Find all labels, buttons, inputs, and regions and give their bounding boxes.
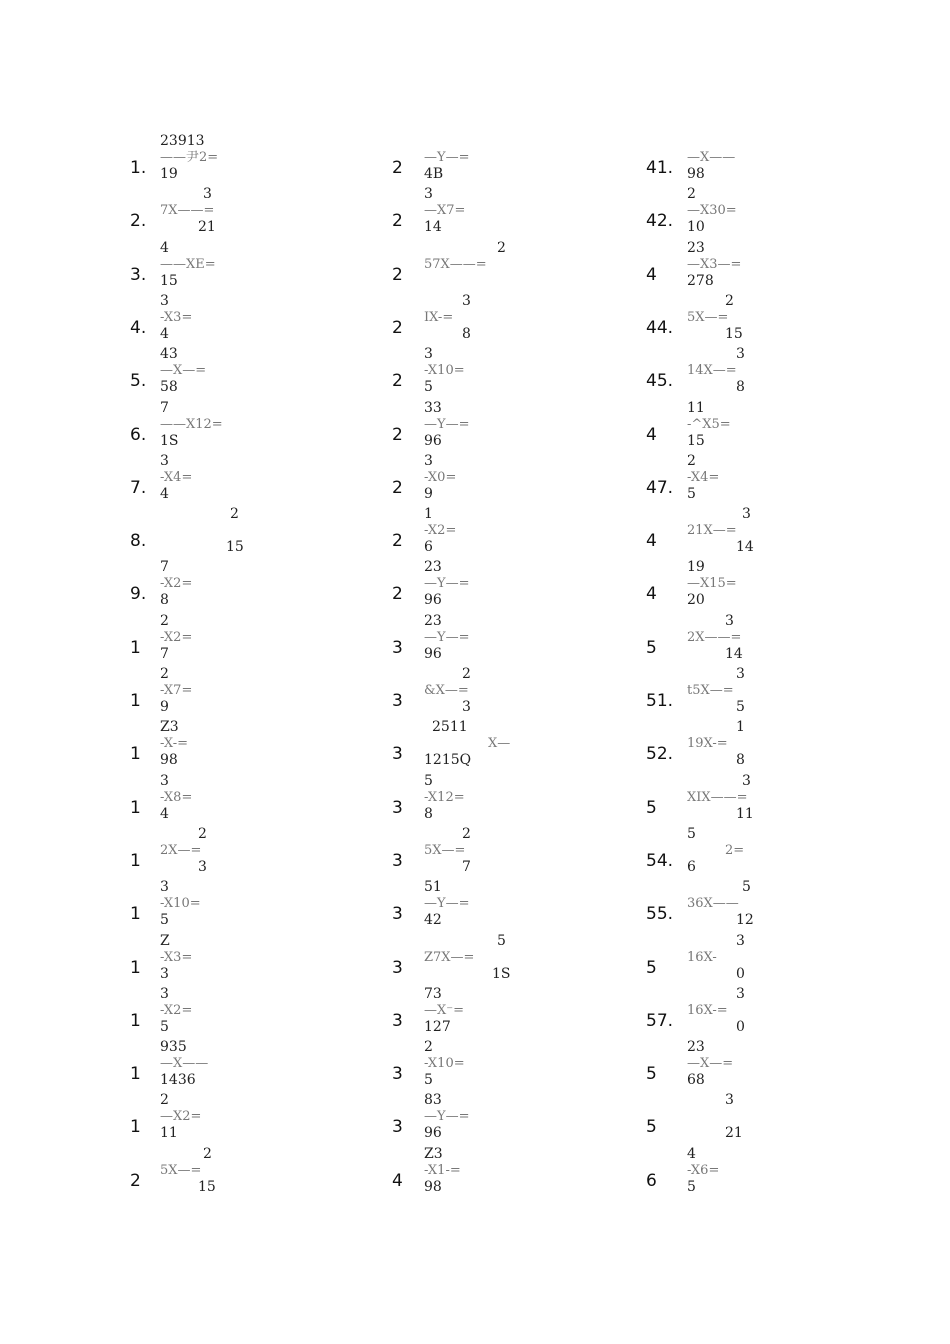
denominator-text: 58 (160, 379, 178, 395)
problem-number: 4 (392, 1171, 403, 1191)
numerator-text: 2 (160, 666, 169, 682)
expression-text: -X0= (424, 470, 457, 485)
problem-number: 3 (392, 744, 403, 764)
problem-item (646, 986, 896, 1039)
denominator-text: 10 (687, 219, 705, 235)
problem-item (392, 1039, 642, 1092)
problem-item (392, 453, 642, 506)
problem-item (392, 186, 642, 239)
numerator-text: 3 (736, 986, 745, 1002)
expression-text: -X10= (424, 363, 465, 378)
problem-item (130, 773, 380, 826)
problem-item (646, 559, 896, 612)
problem-number: 2 (392, 211, 403, 231)
numerator-text: 23 (687, 240, 705, 256)
problem-number: 4 (646, 265, 657, 285)
expression-text: 19X-= (687, 736, 728, 751)
denominator-text: 98 (424, 1179, 442, 1195)
numerator-text: 3 (160, 293, 169, 309)
problem-number: 5. (130, 371, 147, 391)
denominator-text: 5 (160, 912, 169, 928)
numerator-text: 3 (160, 453, 169, 469)
denominator-text: 7 (160, 646, 169, 662)
expression-text: 5X—= (687, 310, 729, 325)
problem-item (392, 826, 642, 879)
problem-number: 2 (392, 584, 403, 604)
problem-number: 1 (130, 904, 141, 924)
denominator-text: 96 (424, 433, 442, 449)
denominator-text: 42 (424, 912, 442, 928)
numerator-text: 2 (160, 613, 169, 629)
numerator-text: 5 (687, 826, 696, 842)
problem-item (392, 346, 642, 399)
denominator-text: 21 (198, 219, 216, 235)
denominator-text: 9 (160, 699, 169, 715)
numerator-text: 2 (230, 506, 239, 522)
expression-text: —X7= (424, 203, 466, 218)
denominator-text: 8 (736, 752, 745, 768)
problem-number: 4. (130, 318, 147, 338)
expression-text: IX-= (424, 310, 454, 325)
problem-item (392, 666, 642, 719)
denominator-text: 278 (687, 273, 714, 289)
denominator-text: 8 (462, 326, 471, 342)
problem-number: 6 (646, 1171, 657, 1191)
problem-item (646, 240, 896, 293)
numerator-text: 2 (687, 186, 696, 202)
problem-number: 1 (130, 1117, 141, 1137)
problem-number: 2 (392, 318, 403, 338)
problem-number: 3 (392, 851, 403, 871)
numerator-text: 3 (736, 933, 745, 949)
problem-item (130, 559, 380, 612)
problem-item (646, 613, 896, 666)
numerator-text: 3 (736, 346, 745, 362)
problem-number: 3. (130, 265, 147, 285)
problem-item (130, 986, 380, 1039)
problem-item (646, 879, 896, 932)
numerator-text: 2 (160, 1092, 169, 1108)
problem-number: 1 (130, 744, 141, 764)
problem-item (130, 826, 380, 879)
denominator-text: 3 (462, 699, 471, 715)
expression-text: —X—— (687, 150, 736, 165)
numerator-text: 7 (160, 400, 169, 416)
problem-number: 1 (130, 691, 141, 711)
denominator-text: 11 (160, 1125, 178, 1141)
problem-item (392, 933, 642, 986)
problem-number: 54. (646, 851, 674, 871)
denominator-text: 15 (725, 326, 743, 342)
denominator-text: 68 (687, 1072, 705, 1088)
expression-text: —X⁻= (424, 1003, 465, 1018)
denominator-text: 5 (424, 1072, 433, 1088)
numerator-text: 23 (424, 613, 442, 629)
problem-item (646, 186, 896, 239)
problem-item (130, 1039, 380, 1092)
expression-text: —X—— (160, 1056, 209, 1071)
numerator-text: 3 (462, 293, 471, 309)
problem-number: 4 (646, 584, 657, 604)
denominator-text: 14 (736, 539, 754, 555)
numerator-text: 3 (742, 773, 751, 789)
problem-item (646, 933, 896, 986)
expression-text: —Y—= (424, 896, 470, 911)
expression-text: —X3—= (687, 257, 742, 272)
problem-item (646, 346, 896, 399)
problem-number: 51. (646, 691, 674, 711)
problem-number: 52. (646, 744, 674, 764)
denominator-text: 5 (424, 379, 433, 395)
problem-item (130, 666, 380, 719)
problem-number: 2 (392, 425, 403, 445)
problem-number: 1 (130, 1011, 141, 1031)
numerator-text: 3 (424, 186, 433, 202)
denominator-text: 4 (160, 326, 169, 342)
numerator-text: 5 (742, 879, 751, 895)
denominator-text: 96 (424, 1125, 442, 1141)
expression-text: -X3= (160, 950, 193, 965)
problem-item (130, 186, 380, 239)
expression-text: -X2= (160, 630, 193, 645)
numerator-text: 3 (424, 453, 433, 469)
numerator-text: 5 (424, 773, 433, 789)
expression-text: -X2= (424, 523, 457, 538)
numerator-text: Z3 (424, 1146, 443, 1162)
problem-number: 9. (130, 584, 147, 604)
problem-number: 3 (392, 1117, 403, 1137)
problem-number: 8. (130, 531, 147, 551)
expression-text: —X—= (687, 1056, 734, 1071)
denominator-text: 21 (725, 1125, 743, 1141)
expression-text: -X-= (160, 736, 189, 751)
problem-item (646, 133, 896, 186)
numerator-text: Z (160, 933, 170, 949)
problem-item (130, 879, 380, 932)
denominator-text: 15 (687, 433, 705, 449)
problem-item (646, 773, 896, 826)
problem-number: 57. (646, 1011, 674, 1031)
expression-text: -X3= (160, 310, 193, 325)
problem-number: 5 (646, 1064, 657, 1084)
numerator-text: 2 (203, 1146, 212, 1162)
problem-item (130, 1146, 380, 1199)
expression-text: 16X-= (687, 1003, 728, 1018)
denominator-text: 1S (492, 966, 511, 982)
expression-text: -X1-= (424, 1163, 461, 1178)
denominator-text: 15 (160, 273, 178, 289)
problem-number: 7. (130, 478, 147, 498)
problem-number: 2 (392, 478, 403, 498)
denominator-text: 96 (424, 592, 442, 608)
problem-number: 3 (392, 638, 403, 658)
problem-number: 3 (392, 1064, 403, 1084)
expression-text: 2X——= (687, 630, 742, 645)
denominator-text: 12 (736, 912, 754, 928)
problem-item (646, 666, 896, 719)
numerator-text: 23 (424, 559, 442, 575)
denominator-text: 3 (198, 859, 207, 875)
problem-item (130, 133, 380, 186)
problem-item (392, 133, 642, 186)
problem-number: 3 (392, 1011, 403, 1031)
numerator-text: 3 (742, 506, 751, 522)
denominator-text: 8 (424, 806, 433, 822)
expression-text: —X2= (160, 1109, 202, 1124)
numerator-text: 3 (160, 879, 169, 895)
numerator-text: 43 (160, 346, 178, 362)
numerator-text: 3 (736, 666, 745, 682)
expression-text: —Y—= (424, 576, 470, 591)
numerator-text: 3 (725, 613, 734, 629)
numerator-text: 2 (198, 826, 207, 842)
problem-item (130, 453, 380, 506)
denominator-text: 4B (424, 166, 444, 182)
denominator-text: 5 (160, 1019, 169, 1035)
problem-item (392, 559, 642, 612)
problem-number: 3 (392, 904, 403, 924)
expression-text: —X30= (687, 203, 737, 218)
numerator-text: 2 (462, 666, 471, 682)
problem-item (392, 1146, 642, 1199)
denominator-text: 0 (736, 966, 745, 982)
expression-text: 21X—= (687, 523, 737, 538)
expression-text: —Y—= (424, 630, 470, 645)
numerator-text: 23 (687, 1039, 705, 1055)
expression-text: -X10= (160, 896, 201, 911)
problem-number: 3 (392, 958, 403, 978)
expression-text: 57X——= (424, 257, 487, 272)
problem-number: 2 (392, 531, 403, 551)
expression-text: -X12= (424, 790, 465, 805)
problem-item (646, 719, 896, 772)
denominator-text: 9 (424, 486, 433, 502)
denominator-text: 0 (736, 1019, 745, 1035)
problem-item (130, 933, 380, 986)
problem-number: 1 (130, 1064, 141, 1084)
expression-text: 14X—= (687, 363, 737, 378)
problem-item (646, 1146, 896, 1199)
denominator-text: 15 (198, 1179, 216, 1195)
numerator-text: 3 (160, 773, 169, 789)
denominator-text: 14 (725, 646, 743, 662)
problem-number: 1 (130, 798, 141, 818)
expression-text: —X15= (687, 576, 737, 591)
problem-number: 2 (392, 158, 403, 178)
problem-number: 1 (130, 638, 141, 658)
numerator-text: 5 (497, 933, 506, 949)
problem-item (130, 613, 380, 666)
numerator-text: 33 (424, 400, 442, 416)
expression-text: 2X—= (160, 843, 202, 858)
problem-item (130, 719, 380, 772)
denominator-text: 4 (160, 806, 169, 822)
numerator-text: 3 (424, 346, 433, 362)
expression-text: &X—= (424, 683, 469, 698)
problem-number: 44. (646, 318, 674, 338)
problem-number: 41. (646, 158, 674, 178)
denominator-text: 20 (687, 592, 705, 608)
denominator-text: 98 (687, 166, 705, 182)
expression-text: -X8= (160, 790, 193, 805)
problem-item (392, 879, 642, 932)
expression-text: ——尹2= (160, 150, 219, 165)
numerator-text: 2511 (432, 719, 468, 735)
expression-text: -X6= (687, 1163, 720, 1178)
expression-text: Z7X—= (424, 950, 475, 965)
problem-item (392, 400, 642, 453)
problem-item (646, 1039, 896, 1092)
denominator-text: 3 (160, 966, 169, 982)
denominator-text: 127 (424, 1019, 451, 1035)
numerator-text: 2 (424, 1039, 433, 1055)
problem-number: 4 (646, 425, 657, 445)
numerator-text: 51 (424, 879, 442, 895)
problem-item (392, 773, 642, 826)
expression-text: —Y—= (424, 417, 470, 432)
expression-text: —Y—= (424, 150, 470, 165)
numerator-text: 3 (160, 986, 169, 1002)
problem-number: 6. (130, 425, 147, 445)
denominator-text: 6 (424, 539, 433, 555)
denominator-text: 1215Q (424, 752, 472, 768)
expression-text: 36X—— (687, 896, 739, 911)
problem-number: 1 (130, 851, 141, 871)
numerator-text: 2 (462, 826, 471, 842)
denominator-text: 4 (160, 486, 169, 502)
expression-text: -X7= (160, 683, 193, 698)
numerator-text: 4 (687, 1146, 696, 1162)
denominator-text: 5 (687, 486, 696, 502)
problem-number: 4 (646, 531, 657, 551)
problem-item (646, 453, 896, 506)
denominator-text: 5 (687, 1179, 696, 1195)
numerator-text: 19 (687, 559, 705, 575)
problem-item (130, 293, 380, 346)
expression-text: -X2= (160, 576, 193, 591)
numerator-text: 935 (160, 1039, 187, 1055)
expression-text: 7X——= (160, 203, 215, 218)
expression-text: -X4= (687, 470, 720, 485)
denominator-text: 1S (160, 433, 179, 449)
numerator-text: 2 (725, 293, 734, 309)
problem-item (392, 986, 642, 1039)
problem-number: 45. (646, 371, 674, 391)
expression-text: -X4= (160, 470, 193, 485)
problem-item (392, 613, 642, 666)
numerator-text: 4 (160, 240, 169, 256)
problem-item (646, 1092, 896, 1145)
denominator-text: 6 (687, 859, 696, 875)
problem-number: 1 (130, 958, 141, 978)
numerator-text: 2 (497, 240, 506, 256)
expression-text: -X10= (424, 1056, 465, 1071)
problem-item (392, 719, 642, 772)
problem-number: 3 (392, 798, 403, 818)
expression-text: 16X- (687, 950, 717, 965)
problem-number: 2. (130, 211, 147, 231)
expression-text: —X—= (160, 363, 207, 378)
denominator-text: 1436 (160, 1072, 196, 1088)
problem-number: 5 (646, 1117, 657, 1137)
expression-text: 5X—= (424, 843, 466, 858)
numerator-text: 7 (160, 559, 169, 575)
problem-item (392, 240, 642, 293)
problem-number: 3 (392, 691, 403, 711)
problem-number: 42. (646, 211, 674, 231)
problem-item (392, 293, 642, 346)
problem-number: 5 (646, 798, 657, 818)
denominator-text: 11 (736, 806, 754, 822)
problem-item (392, 506, 642, 559)
denominator-text: 5 (736, 699, 745, 715)
problem-number: 55. (646, 904, 674, 924)
problem-item (130, 240, 380, 293)
expression-text: -^X5= (687, 417, 731, 432)
problem-number: 2 (130, 1171, 141, 1191)
numerator-text: 2 (687, 453, 696, 469)
numerator-text: 1 (424, 506, 433, 522)
numerator-text: 1 (736, 719, 745, 735)
expression-text: XIX——= (687, 790, 748, 805)
problem-item (130, 346, 380, 399)
denominator-text: 7 (462, 859, 471, 875)
numerator-text: 73 (424, 986, 442, 1002)
problem-number: 1. (130, 158, 147, 178)
problem-number: 47. (646, 478, 674, 498)
expression-text: ——XE= (160, 257, 216, 272)
denominator-text: 14 (424, 219, 442, 235)
denominator-text: 15 (226, 539, 244, 555)
problem-number: 2 (392, 371, 403, 391)
expression-text: t5X—= (687, 683, 734, 698)
problem-item (392, 1092, 642, 1145)
problem-item (646, 826, 896, 879)
numerator-text: Z3 (160, 719, 179, 735)
problem-item (646, 506, 896, 559)
problem-item (646, 400, 896, 453)
problem-item (646, 293, 896, 346)
expression-text: -X2= (160, 1003, 193, 1018)
problem-item (130, 1092, 380, 1145)
numerator-text: 23913 (160, 133, 205, 149)
numerator-text: 3 (725, 1092, 734, 1108)
problem-number: 5 (646, 638, 657, 658)
numerator-text: 3 (203, 186, 212, 202)
expression-text: ——X12= (160, 417, 223, 432)
denominator-text: 8 (736, 379, 745, 395)
numerator-text: 83 (424, 1092, 442, 1108)
problem-item (130, 400, 380, 453)
problem-number: 5 (646, 958, 657, 978)
expression-text: X— (488, 736, 511, 751)
problem-number: 2 (392, 265, 403, 285)
expression-text: 2= (725, 843, 745, 858)
expression-text: 5X—= (160, 1163, 202, 1178)
numerator-text: 11 (687, 400, 705, 416)
expression-text: —Y—= (424, 1109, 470, 1124)
denominator-text: 19 (160, 166, 178, 182)
denominator-text: 8 (160, 592, 169, 608)
denominator-text: 96 (424, 646, 442, 662)
denominator-text: 98 (160, 752, 178, 768)
problem-item (130, 506, 380, 559)
